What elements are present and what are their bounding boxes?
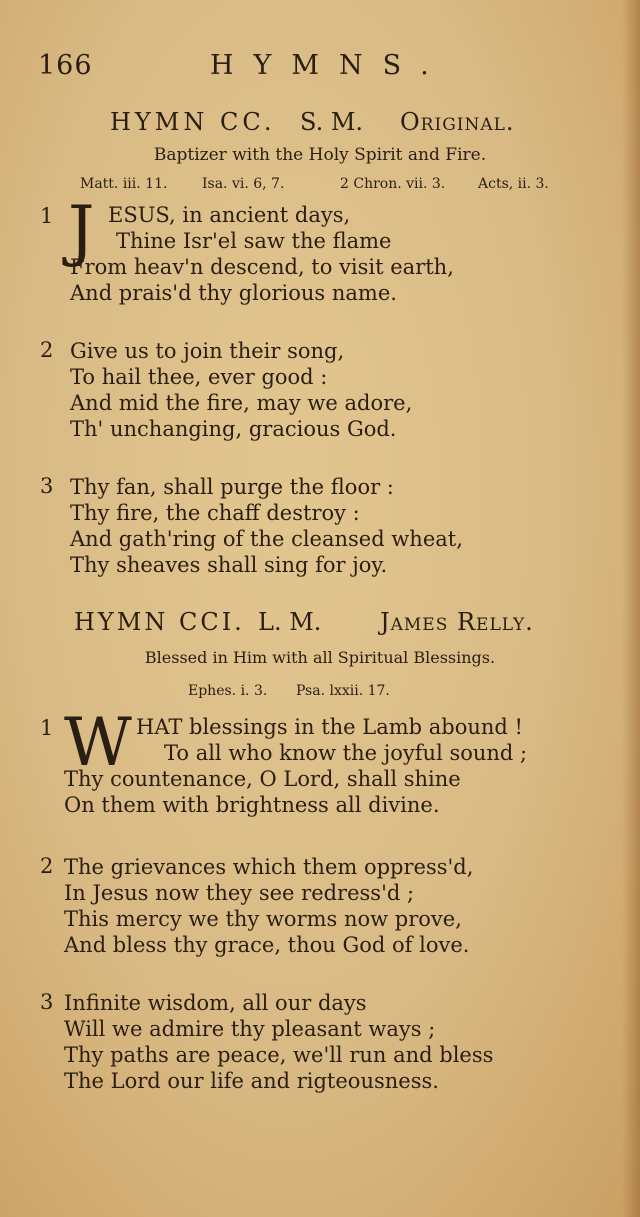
verse-line: ESUS, in ancient days,: [108, 203, 351, 227]
verse-line: Thy fan, shall purge the floor :: [70, 475, 394, 499]
verse-line: To all who know the joyful sound ;: [164, 741, 528, 765]
stanza: [40, 990, 600, 1100]
verse-line: Infinite wisdom, all our days: [64, 991, 367, 1015]
hymn-meter: L. M.: [258, 608, 322, 636]
verse-line: The Lord our life and rigteousness.: [64, 1069, 439, 1093]
drop-cap: J: [68, 192, 95, 269]
stanza-number: 2: [40, 854, 54, 878]
verse-line: Th' unchanging, gracious God.: [70, 417, 397, 441]
stanza: [40, 704, 600, 824]
scripture-ref: 2 Chron. vii. 3.: [340, 176, 446, 192]
stanza: [40, 338, 600, 448]
hymn-author: Original.: [400, 108, 515, 136]
stanza-number: 1: [40, 716, 54, 740]
stanza: [40, 192, 600, 312]
verse-line: And gath'ring of the cleansed wheat,: [70, 527, 463, 551]
verse-line: Thy fire, the chaff destroy :: [70, 501, 360, 525]
verse-line: Thy paths are peace, we'll run and bless: [64, 1043, 494, 1067]
verse-line: Will we admire thy pleasant ways ;: [64, 1017, 436, 1041]
scripture-ref: Psa. lxxii. 17.: [296, 683, 390, 699]
scripture-ref: Matt. iii. 11.: [80, 176, 168, 192]
verse-line: This mercy we thy worms now prove,: [64, 907, 462, 931]
hymn-subtitle: Blessed in Him with all Spiritual Blessings.: [144, 648, 496, 667]
verse-line: Thy sheaves shall sing for joy.: [70, 553, 388, 577]
running-head: [38, 50, 458, 90]
stanza: [40, 474, 600, 584]
verse-line: From heav'n descend, to visit earth,: [70, 255, 454, 279]
stanza-number: 1: [40, 204, 54, 228]
hymn-author: James Relly.: [380, 608, 534, 636]
stanza: [40, 854, 600, 964]
running-title: HYMNS.: [210, 50, 449, 81]
hymn-number: HYMN CCI.: [74, 608, 245, 636]
verse-line: And mid the fire, may we adore,: [70, 391, 413, 415]
verse-line: In Jesus now they see redress'd ;: [64, 881, 415, 905]
hymn-heading: [0, 608, 640, 642]
verse-line: On them with brightness all divine.: [64, 793, 440, 817]
verse-line: And prais'd thy glorious name.: [70, 281, 397, 305]
verse-line: Thine Isr'el saw the flame: [116, 229, 392, 253]
stanza-number: 2: [40, 338, 54, 362]
verse-line: The grievances which them oppress'd,: [64, 855, 474, 879]
verse-line: HAT blessings in the Lamb abound !: [136, 715, 523, 739]
scripture-ref: Isa. vi. 6, 7.: [202, 176, 285, 192]
stanza-number: 3: [40, 474, 54, 498]
verse-line: Give us to join their song,: [70, 339, 345, 363]
hymn-meter: S. M.: [300, 108, 364, 136]
hymn-heading: [0, 108, 640, 142]
stanza-number: 3: [40, 990, 54, 1014]
page-number: 166: [38, 50, 93, 81]
verse-line: And bless thy grace, thou God of love.: [64, 933, 470, 957]
hymn-subtitle: Baptizer with the Holy Spirit and Fire.: [153, 145, 487, 165]
drop-cap: W: [64, 704, 132, 781]
scripture-ref: Acts, ii. 3.: [478, 176, 549, 192]
verse-line: Thy countenance, O Lord, shall shine: [64, 767, 461, 791]
scripture-ref: Ephes. i. 3.: [188, 683, 268, 699]
hymn-number: HYMN CC.: [110, 108, 276, 136]
verse-line: To hail thee, ever good :: [70, 365, 328, 389]
